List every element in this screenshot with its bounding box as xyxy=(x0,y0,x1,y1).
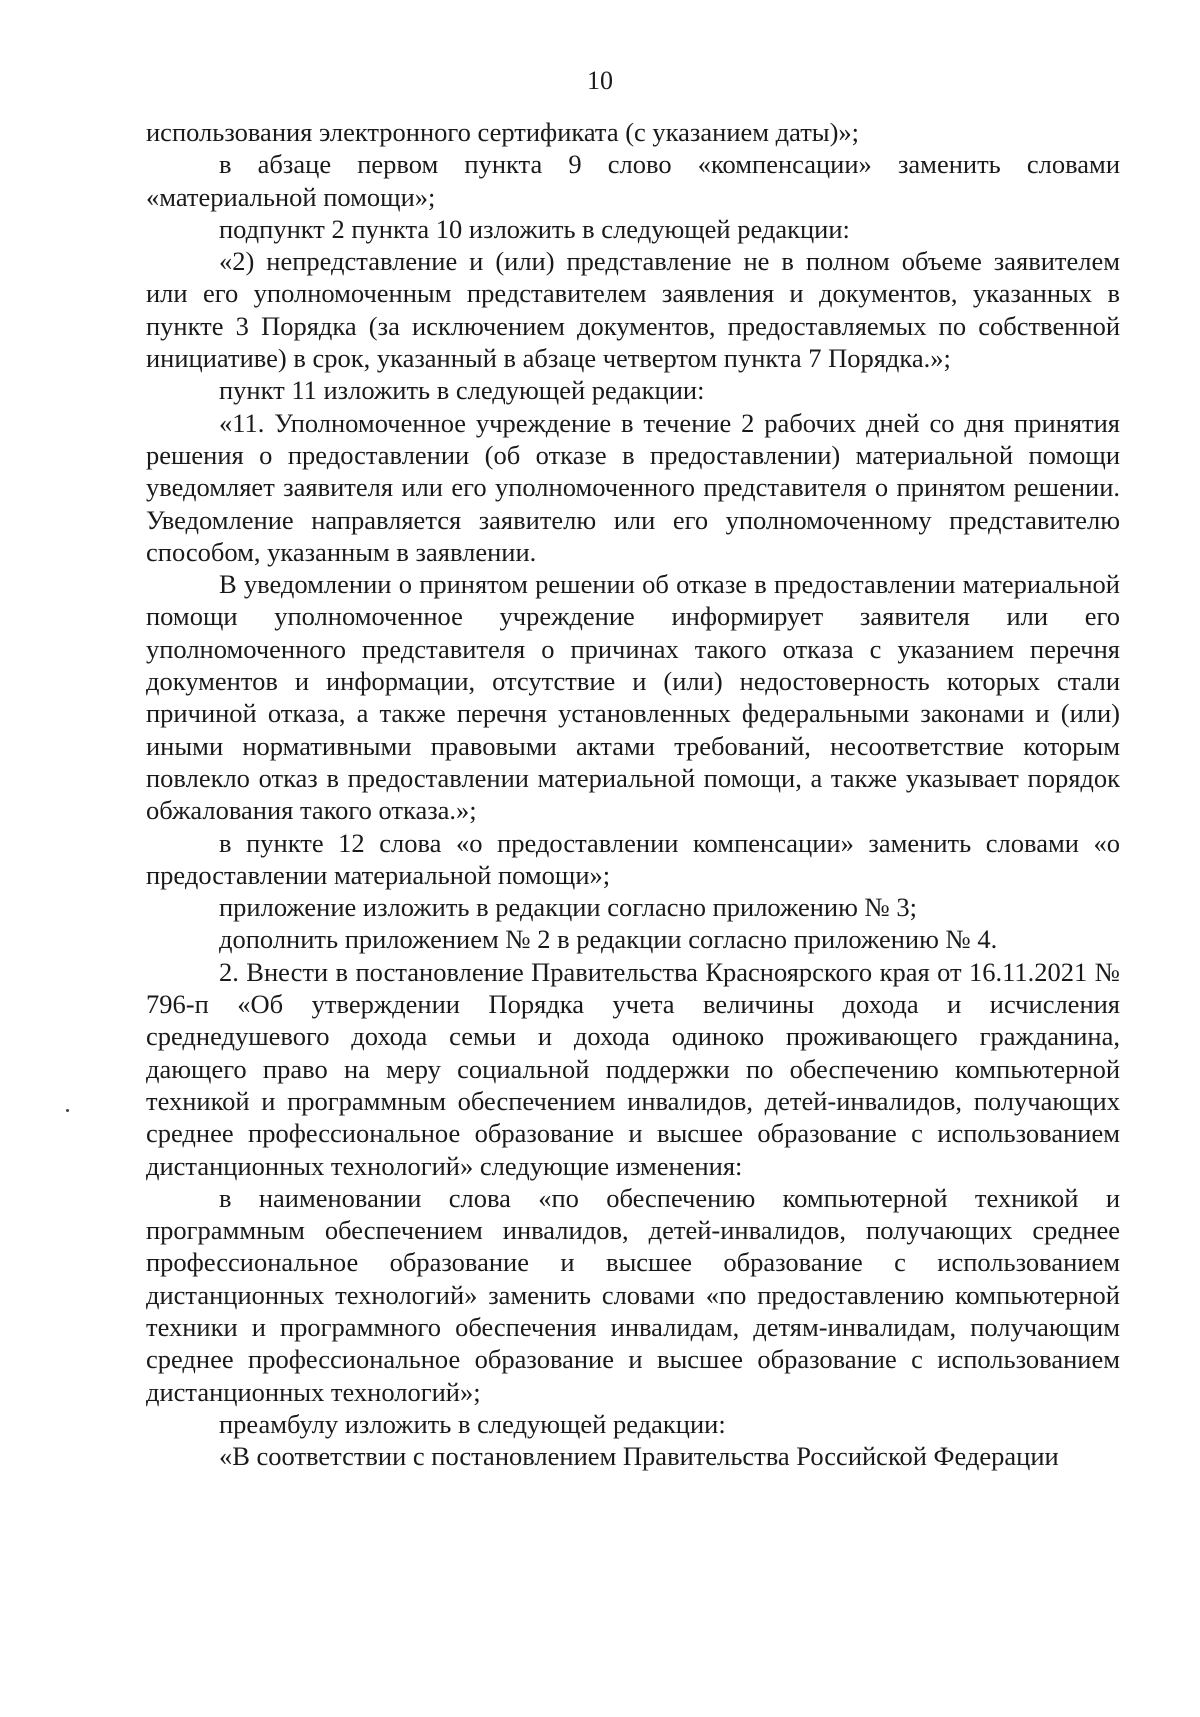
paragraph-9: приложение изложить в редакции согласно приложению № 3; xyxy=(219,892,918,923)
paragraph-13: преамбулу изложить в следующей редакции: xyxy=(219,1408,726,1439)
paragraph-1: использования электронного сертификата (с указанием даты)»; xyxy=(146,117,860,147)
document-body xyxy=(146,116,1120,1472)
paragraph-5: пункт 11 изложить в следующей редакции: xyxy=(219,375,705,406)
paragraph-3: подпункт 2 пункта 10 изложить в следующей редакции: xyxy=(219,213,850,244)
paragraph-2: в абзаце первом пункта 9 слово «компенсации» заменить словами «материальной помощи»; xyxy=(146,149,1120,212)
paragraph-4: «2) непредставление и (или) представление не в полном объеме заявителем или его уполномоченным представителем заявления и документов, указанных в пункте 3 Порядка (за исключением документов, предоставляемых по собственной инициативе) в срок, указанный в абзаце четвертом пункта 7 Порядка.»; xyxy=(146,246,1120,374)
paragraph-7: В уведомлении о принятом решении об отказе в предоставлении материальной помощи уполномоченное учреждение информирует заявителя или его уполномоченного представителя о причинах такого отказа с указанием перечня документов и информации, отсутствие и (или) недостоверность которых стали причиной отказа, а также перечня установленных федеральными законами и (или) иными нормативными правовыми актами требований, несоответствие которым повлекло отказ в предоставлении материальной помощи, а также указывает порядок обжалования такого отказа.»; xyxy=(146,569,1120,826)
paragraph-14: «В соответствии с постановлением Правительства Российской Федерации xyxy=(219,1441,1059,1472)
paragraph-8: в пункте 12 слова «о предоставлении компенсации» заменить словами «о предоставлении материальной помощи»; xyxy=(146,827,1120,890)
paragraph-6: «11. Уполномоченное учреждение в течение 2 рабочих дней со дня принятия решения о предоставлении (об отказе в предоставлении) материальной помощи уведомляет заявителя или его уполномоченного представителя о принятом решении. Уведомление направляется заявителю или его уполномоченному представителю способом, указанным в заявлении. xyxy=(146,407,1120,567)
paragraph-10: дополнить приложением № 2 в редакции согласно приложению № 4. xyxy=(219,924,998,955)
paragraph-12: в наименовании слова «по обеспечению компьютерной техникой и программным обеспечением инвалидов, детей-инвалидов, получающих среднее профессиональное образование и высшее образование с использованием дистанционных технологий» заменить словами «по предоставлению компьютерной техники и программного обеспечения инвалидам, детям-инвалидам, получающим среднее профессиональное образование и высшее образование с использованием дистанционных технологий»; xyxy=(146,1182,1120,1407)
page-number: 10 xyxy=(587,66,613,95)
scan-speck xyxy=(66,1109,69,1112)
paragraph-11: 2. Внести в постановление Правительства Красноярского края от 16.11.2021 № 796-п «Об утверждении Порядка учета величины дохода и исчисления среднедушевого дохода семьи и дохода одиноко проживающего гражданина, дающего право на меру социальной поддержки по обеспечению компьютерной техникой и программным обеспечением инвалидов, детей-инвалидов, получающих среднее профессиональное образование и высшее образование с использованием дистанционных технологий» следующие изменения: xyxy=(146,956,1120,1181)
